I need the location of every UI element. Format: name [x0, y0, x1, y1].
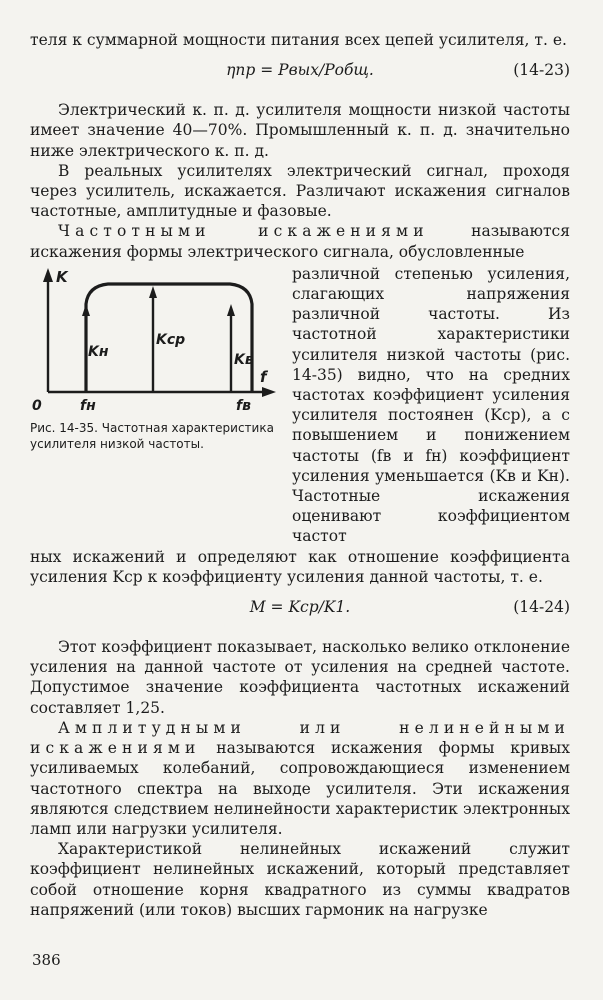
formula-14-24 — [30, 587, 570, 627]
paragraph: В реальных усилителях электрический сигнал, проходя через усилитель, искажается. Различают искажения сигналов частотные, амплитудные и фазовые. — [30, 161, 570, 221]
k-mid-arrowhead — [149, 286, 157, 298]
k-high-arrowhead — [227, 304, 235, 316]
formula-14-23 — [30, 50, 570, 90]
term-amplitude-distortion: Амплитудными или нелинейными искажениями — [30, 718, 570, 758]
f-high-label: fв — [236, 397, 251, 414]
paragraph — [30, 221, 570, 261]
paragraph: Электрический к. п. д. усилителя мощности низкой частоты имеет значение 40—70%. Промышленный к. п. д. значительно ниже электрического к. п. д. — [30, 101, 570, 160]
frequency-response-chart — [30, 264, 280, 414]
page-content — [30, 30, 570, 920]
figure-block — [30, 264, 570, 547]
f-low-label: fн — [80, 397, 96, 414]
formula-expression: M = Kср/K1. — [249, 598, 351, 617]
formula-number: (14-23) — [513, 61, 570, 80]
x-axis-arrowhead — [262, 387, 276, 397]
paragraph: Характеристикой нелинейных искажений служит коэффициент нелинейных искажений, который представляет собой отношение корня квадратного из суммы квадратов напряжений (или токов) высших гармоник на нагрузке — [30, 840, 570, 919]
paragraph-text: называются искажения формы электрического сигнала, обусловленные — [30, 222, 570, 261]
paragraph — [30, 718, 570, 839]
x-axis-label: f — [260, 367, 267, 386]
term-frequency-distortion: Частотными искажениями — [58, 222, 429, 241]
k-high-label: Kв — [234, 351, 254, 368]
k-low-label: Kн — [88, 343, 109, 360]
paragraph: теля к суммарной мощности питания всех цепей усилителя, т. е. — [30, 31, 567, 49]
page-number: 386 — [32, 951, 61, 969]
paragraph-text: называются искажения формы кривых усиливаемых колебаний, сопровождающиеся изменением частотного спектра на выходе усилителя. Эти искажения являются следствием нелинейности характеристик электронных ламп или нагрузки усилителя. — [30, 739, 570, 838]
k-mid-label: Kср — [156, 331, 186, 348]
formula-number: (14-24) — [513, 598, 570, 617]
origin-label: 0 — [32, 397, 42, 414]
paragraph-wrapped: различной степенью усиления, слагающих напряжения различной частоты. Из частотной характеристики усилителя низкой частоты (рис. 14-35) видно, что на средних частотах коэффициент усиления усилителя постоянен (Kср), а с повышением и понижением частоты (fв и fн) коэффициент усиления уменьшается (Kв и Kн). Частотные искажения оценивают коэффициентом частот — [292, 264, 570, 546]
paragraph: ных искажений и определяют как отношение коэффициента усиления Kср к коэффициенту усиления данной частоты, т. е. — [30, 547, 570, 586]
figure-caption: Рис. 14-35. Частотная характеристика усилителя низкой частоты. — [30, 420, 274, 451]
paragraph: Этот коэффициент показывает, насколько велико отклонение усиления на данной частоте от усиления на средней частоте. Допустимое значение коэффициента частотных искажений составляет 1,25. — [30, 638, 570, 717]
y-axis-arrowhead — [43, 268, 53, 282]
y-axis-label: K — [56, 267, 68, 286]
k-low-arrowhead — [82, 304, 90, 316]
figure-14-35 — [30, 264, 292, 547]
formula-expression: ηпр = Pвых/Pобщ. — [226, 61, 374, 80]
